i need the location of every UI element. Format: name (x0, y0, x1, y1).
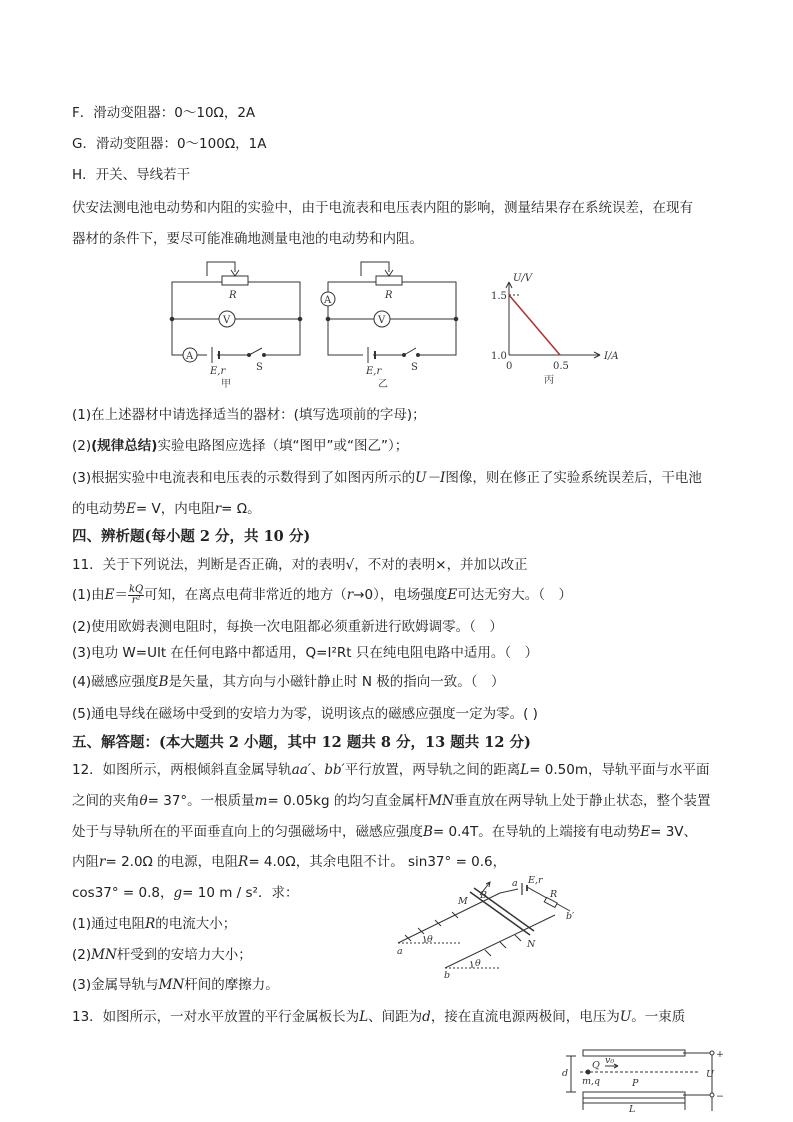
circuit-jia (170, 262, 302, 363)
fig13-mq: m,q (582, 1076, 601, 1087)
fig13-U: U (706, 1069, 715, 1080)
fig12-bp: b′ (566, 911, 575, 922)
yi-s-label: S (411, 362, 418, 373)
q12-sub-1: (1)通过电阻R的电流大小； (72, 916, 237, 932)
fig13-L: L (629, 1104, 636, 1115)
option-f: F．滑动变阻器：0～10Ω，2A (72, 105, 256, 121)
fig12-b: b (444, 970, 451, 980)
yi-caption: 乙 (378, 379, 388, 390)
q12-line-3: 处于与导轨所在的平面垂直向上的匀强磁场中，磁感应强度B= 0.4T。在导轨的上端接有电动势E= 3V、 (72, 824, 698, 840)
jia-v-label: V (223, 315, 231, 326)
fig13-Q: Q (592, 1060, 600, 1071)
q12-rail-figure (390, 875, 600, 980)
jia-s-label: S (256, 362, 263, 373)
q12-sub-2: (2)MN杆受到的安培力大小； (72, 947, 252, 963)
fig12-N: N (527, 939, 536, 950)
q10-part-3-line-1: (3)根据实验中电流表和电压表的示数得到了如图丙所示的U－I图像，则在修正了实验系统误差后，干电池 (72, 470, 702, 486)
bing-origin: 0 (506, 361, 513, 372)
bing-caption: 丙 (544, 375, 554, 386)
q11-item-4: (4)磁感应强度B是矢量，其方向与小磁针静止时 N 极的指向一致。（ ） (72, 674, 505, 690)
q11-stem: 11．关于下列说法，判断是否正确，对的表明√，不对的表明×，并加以改正 (72, 557, 528, 573)
yi-v-label: V (378, 315, 386, 326)
fig12-a1: a (512, 878, 518, 889)
fig12-Er: E,r (528, 875, 543, 886)
intro-line-1: 伏安法测电池电动势和内阻的实验中，由于电流表和电压表内阻的影响，测量结果存在系统误差，在现有 (72, 200, 693, 216)
q10-part-3-line-2: 的电动势E= V，内电阻r= Ω。 (72, 501, 261, 517)
option-g: G．滑动变阻器：0～100Ω，1A (72, 136, 267, 152)
fig12-a: a (397, 946, 403, 957)
fig13-plus: + (716, 1049, 724, 1060)
bing-y-lo: 1.0 (491, 351, 507, 362)
fig13-P: P (632, 1078, 639, 1089)
circuit-yi (321, 262, 458, 363)
fig12-th2: θ (475, 958, 481, 969)
q12-line-2: 之间的夹角θ= 37°。一根质量m= 0.05kg 的均匀直金属杆MN垂直放在两导轨上处于静止状态，整个装置 (72, 793, 711, 809)
bing-ylabel: U/V (513, 273, 533, 284)
yi-er-label: E,r (366, 366, 382, 377)
coulomb-fraction: $\frac{kQ}{\text{r²}}$ (128, 583, 144, 606)
graph-bing (506, 282, 600, 358)
q12-line-1: 12．如图所示，两根倾斜直金属导轨aa′、bb′平行放置，两导轨之间的距离L= 0.50m，导轨平面与水平面 (72, 762, 710, 778)
fig13-v0: v₀ (605, 1055, 615, 1066)
yi-r-label: R (385, 290, 393, 301)
intro-line-2: 器材的条件下，要尽可能准确地测量电池的电动势和内阻。 (72, 231, 423, 247)
q12-line-5: cos37° = 0.8，g= 10 m / s²．求： (72, 885, 299, 901)
jia-er-label: E,r (210, 366, 226, 377)
fig12-B: B (480, 890, 487, 901)
section-4-title: 四、辨析题(每小题 2 分，共 10 分) (72, 528, 311, 545)
bing-x-tick: 0.5 (553, 361, 569, 372)
fig12-M: M (458, 896, 468, 907)
q11-item-2: (2)使用欧姆表测电阻时，每换一次电阻都必须重新进行欧姆调零。（ ） (72, 619, 503, 635)
fig12-th1: θ (427, 934, 433, 945)
bing-xlabel: I/A (604, 351, 619, 362)
yi-a-label: A (324, 295, 332, 306)
fig12-R: R (550, 889, 558, 900)
circuit-figures (0, 250, 793, 390)
jia-caption: 甲 (221, 379, 231, 390)
jia-r-label: R (229, 290, 237, 301)
fig13-d: d (562, 1068, 569, 1079)
ui-line (509, 295, 560, 355)
q10-part-1: (1)在上述器材中请选择适当的器材：(填写选项前的字母)； (72, 407, 426, 423)
q11-item-1: (1)由E＝ $\frac{kQ}{\text{r²}}$ 可知，在离点电荷非常近的地方（r→0），电场强度E可达无穷大。（ ） (72, 583, 572, 606)
bing-y-hi: 1.5 (491, 291, 507, 302)
q12-sub-3: (3)金属导轨与MN杆间的摩擦力。 (72, 977, 279, 993)
q13-plates-figure (555, 1035, 735, 1120)
option-h: H．开关、导线若干 (72, 167, 191, 183)
fig13-minus: − (716, 1091, 724, 1102)
q13-line-1: 13．如图所示，一对水平放置的平行金属板长为L、间距为d，接在直流电源两极间，电压为U。一束质 (72, 1009, 686, 1025)
q10-part-2: (2)(规律总结)实验电路图应选择（填“图甲”或“图乙”）； (72, 438, 409, 454)
q11-item-5: (5)通电导线在磁场中受到的安培力为零，说明该点的磁感应强度一定为零。( ) (72, 706, 538, 722)
q12-line-4: 内阻r= 2.0Ω 的电源，电阻R= 4.0Ω，其余电阻不计。 sin37° = 0.6， (72, 854, 507, 870)
q11-item-3: (3)电功 W=UIt 在任何电路中都适用，Q=I²Rt 只在纯电阻电路中适用。（ ） (72, 645, 539, 661)
section-5-title: 五、解答题：(本大题共 2 小题，其中 12 题共 8 分，13 题共 12 分) (72, 734, 531, 751)
jia-a-label: A (186, 351, 194, 362)
